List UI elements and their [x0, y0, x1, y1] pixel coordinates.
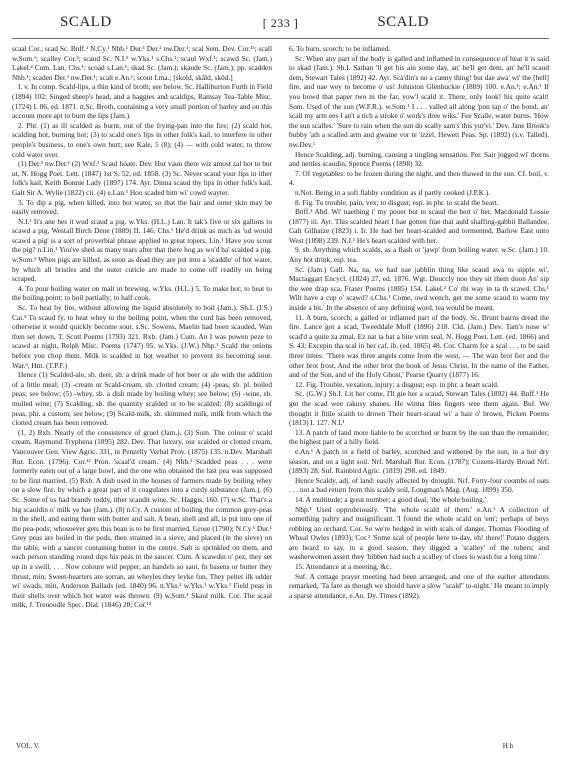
page-number: [ 233 ]	[262, 16, 299, 30]
right-column	[289, 44, 549, 744]
entry-paragraph: Suf. A cottage prayer meeting had been arranged, and one of the earlier attendants remarked, 'Ta fare as though we should have a slow "scald" to-night.' He meant to imply a sparse attendance, e.An. Dy. Times (1892).	[289, 571, 549, 600]
entry-paragraph: Sc. To heat by fire, without allowing the liquid absolutely to boil (Jam.). Sh.I. (J.S.) Cai.¹ To scaud fy, to heat whey to the boiling point, when the curd has been removed, otherwise it would quickly become sour. s.Sc. Sowens, Maelin had been scauded, Wan then set down, T. Scott Poems (1793) 321. Rxb. (Jam.) Cum. An I was powen peze to scawd at night, Relph Misc. Poems (1747) 95. w.Yks. (J.W.) Nhp.¹ Scald the onions before you chop them. Milk is scalded in hot weather to prevent its becoming sour. War.³, Hnt. (T.P.F.)	[12, 303, 272, 370]
headword-left: SCALD	[60, 14, 112, 30]
entry-paragraph: Sc. (Jam.) Gall. Na, na, we had nae jabblin thing like scaud awa to sipple wi', Mactaggart Encycl. (1824) 27, ed. 1876. Wgt. Douccly noo they sit them doon An' sip the wee drap sca, Fraser Poems (1885) 154. Lakel.² Co' thi way in ta th scawd. Chs.¹ Wilt have a cup o' scawd? s.Chs.¹ Come, owd wench, get me some scaud to warm my inside a bit.' In the absence of any defining word, tea would be meant.	[289, 264, 549, 313]
entry-paragraph: 7. Of vegetables: to be frozen during the night, and then thawed in the sun. Cf. boil, v. 4.	[289, 168, 549, 188]
entry-paragraph: (1, 2) Rxb. Nearly of the consistence of gruel (Jam.). (3) Som. The colour o' scald cream, Raymond Tryphena (1895) 282. Dev. That luxury, our scalded or clotted cream, Vancouver Gen. View Agric. 331, in Penzelly Verbal Prov. (1875) 135. n.Dev. Marshall Rur. Econ. (1796). Cor.¹² Pron. 'scaal'd cream.' (4) Nhb.¹ Scadded peas . . . were formerly eaten out of a large bowl, and the one who obtained the last pea was supposed to be first married. (5) Rxb. A dish used in the houses of farmers made by boiling whey on a slow fire, by which a great part of it coagulates into a curdy substance (Jam.). (6) Sc. Some of us had brandy toddy, ither scaudit wine, Sc. Haggis, 160. (7) w.Sc. That's a big scauldin o' milk ye hae (Jam.). (8) n.Cy. A custom of boiling the common grey-peas in the shell, and eating them with butter and salt. A bean, shell and all, is put into one of the pea-pods; whosoever gets this bean is to be first married, Grose (1790); N.Cy.¹ Dur.¹ Grey peas are boiled in the pods, then strained in a sieve, and placed (in the sieve) on the table, with a saucer containing butter in the centre. Salt is sprinkled on them, and each person standing round dips his peas in the saucer. Cum. A scawdin o' pez, they set up in a swill, . . . Now coloure wid pepper, an handels so saut, fn basens or butter they thrust, min; Sweet-hearters are sorran, an wheyles they leyke fun, They peltet ilk udder wi' swads, min, Anderson Ballads (ed. 1840) 96. n.Yks.² w.Yks.¹ w.Yks.¹ Field peas in their shells over which hot water was thrown. (9) w.Som.¹ Skaul milk. Cor. The scaal milk, J. Trenoodle Spec. Dial. (1846) 20; Cor.¹²	[12, 427, 272, 610]
entry-paragraph: 15. Attendance at a meeting, &c.	[295, 562, 392, 572]
entry-paragraph: 11. A burn, scorch; a galled or inflamed part of the body. Sc. Brunt bairns dread the fire. Lance got a scad, Tweeddale Moff (1896) 218. Cld. (Jam.) Dev. Tam's nose w' scad'd a quite za zmal, Ez nat ta bat a bite vrim seal, N. Hogg Poet. Lett. (ed. 1866) and S. 43; Excepin tha scal in her caf, ib. (ed. 1865) 48. Cor. Charm for a scal . . . to be said three times: 'There was three angels come from the west, — The wan brot fier and the other brot frost, And the other brot the book of Jesus Christ. In the name of the Father, and of the Son, and of the Holy Ghost,' Pearse Quarry (1877) 16.	[289, 312, 549, 380]
entry-paragraph: N.I.¹ It's ane hes it wud scaud a pig. w.Yks. (H.L.) Lan. It tak's five or six gallons to scawd a pig, Westall Birch Dene (1889) II. 146. Chs.¹ He'd drink as mich as 'ud would scawd a pig' is a sort of proverbial phrase applied to great topers. Lin.¹ Have you scout the pig? n.Lin.¹ You've shed as many tears after that there hog as wo'd ha' scalded a pig. w.Som.¹ When pigs are killed, as soon as dead they are put into a 'scaddle' of hot water, by which all bristles and the outer cuticle are made to come off readily on being scraped.	[12, 216, 272, 284]
volume-mark: VOL. V.	[16, 742, 40, 750]
entry-paragraph: 4. To pour boiling water on malt in brewing. w.Yks. (H.L.) 5. To make hot; to heat to the boiling point; to boil partially; to half cook.	[12, 283, 272, 303]
page-footer	[16, 742, 513, 754]
entry-paragraph: 3. To dip a pig, when killed, into hot water, so that the hair and outer skin may be easily removed.	[12, 197, 272, 217]
headword-right: SCALD	[377, 14, 429, 30]
text-columns	[12, 44, 549, 744]
entry-paragraph: Hence Scaldy, adj. of land: easily affected by drought. Nrf. Forty-four coombs of oats . . . not a bad return from this scaldy soil, Longman's Mag. (Aug. 1899) 350.	[289, 475, 549, 495]
entry-paragraph: Hence Scalding, adj. burning, causing a tingling sensation. Per. Sair jogged wi' thorns and nettles scaudin, Spence Poems (1898) 32.	[289, 149, 549, 169]
entry-paragraph: 12. Fig. Trouble, vexation, injury; a disgust; esp. in phr. a heart scald.	[295, 379, 499, 389]
entry-paragraph: 2. Phr. (1) as ill scalded as burnt, out of the frying-pan into the fire; (2) scald hot, scalding hot, burning hot; (3) to scald one's lips in other folk's kail, to interfere in other people's business, to one's own hurt; see Kale, 5 (8); (4) — with cold water, to throw cold water over.	[12, 120, 272, 159]
entry-paragraph: Sc. When any part of the body is galled and inflamed in consequence of heat it is said to skad (Jam.). Sh.I. Sathan 'll get his ain some day, an' he'll get dem, an' he'll scaud dem, Stewart Tales (1892) 42. Ayr. Sca'din's no a canny thing! but dae awa' wi' the [hell] fire, and nae wey to become o' us! Johnston Glenbuckie (1889) 100. e.An.¹; e.An.² If you bowd that paper two ni the far, yow'l scald it. There, only look! his quite scalt! Som. Used of the sun (W.F.R.). w.Som.¹ I . . . valled all along 'pon tap o' the bond, an' scall my arm ees I an't a tich a stroke o' work's dree wiks.' Fee Scalle, water burns. 'How the sun scalles.' 'Sure to rain when the sun do scally sam's this yur'vi.' Dev. Jane Brook's bubby 'ath a scalled arm and gwaine vor te 'izzel, Hewett Peas. Sp. (1892) (s.v. Talled). nw.Dev.¹	[289, 53, 549, 149]
entry-paragraph: I. v. In comp. Scald-lips, a thin kind of broth; see below. Sc. Halliburton Furth in Field (1894) 102; Singed sheep's head, and a haggies and scaldips, Ramsay Tea-Table Misc. (1724) I. 86, ed. 1871. n.Sc. Broth, containing a very small portion of barley and on this account more apt to burn the lips (Jam.).	[12, 82, 272, 121]
entry-paragraph: Nhp.¹ Used opprobriously. 'The whole scald of them.' e.An.¹ A collection of something paltry and insignificant. 'I found the whole scald on 'em'; perhaps of boys robbing an orchard. Cor. So we're hedged in with scals of danger, Thomas Flooding of Wheal Owles (1893); Cor.³ 'Some scal of people here to-day, eh! there!' Potato diggers are heard to say, in a good season, they digged a 'scalley' of the tubers; and washerwomen assert they 'hibben had such a scalley of cloes to wash fur a long time.'	[289, 504, 549, 562]
left-column	[12, 44, 272, 744]
entry-paragraph: 13. A patch of land more liable to be scorched or burnt by the sun than the remainder; the highest part of a hilly field.	[289, 427, 549, 447]
entry-paragraph: Sc. (G.W.) Sh.I. Lit her come, I'll gie her a scaud, Stewart Tales (1892) 44. Bnff.¹ He got the scad wee rakusy shanes. He winna files fingers wee them again. Buf. We thought it fitile scaith to drown Their heart-scaud wi' a hair o' brown, Picken Poems (1813) I. 127. N.I.¹	[289, 389, 549, 428]
entry-paragraph: Bnff.¹ Abd. Wi' naething i' my pooer but to scaud the hert o' her, Macdonald Lossie (1877) iii. Ayr. This scalded heart I hae gotten frae that auld shaffing-gabbit Ballandee, Galt Gilhaize (1823) i. Ir. He had her heart-scalded and tormented, Barlow East unto West (1898) 239. N.I.¹ He's heart scalded with her.	[289, 207, 549, 245]
running-header	[12, 8, 549, 39]
entry-paragraph: Hence (1) Scalded-ale, sb. deer, sb. a drink made of hot beer or ale with the addition of a little meal; (3) -cream or Scald-cream, sb. clotted cream; (4) -peas, sb. pl. boiled peas; see below; (5) -whey, sb. a dish made by boiling whey; see below; (6) -wine, sb. mulled wine; (7) Scalding, sb. the quantity scalded or to be scalded; (8) scaldings of peas, phr. a custom; see below; (9) Scald-milk, sb. skimmed milk, milk from which the clotted cream has been removed.	[12, 370, 272, 428]
entry-paragraph: e.An.¹ A patch in a field of barley, scorched and withered by the sun, in a hot dry season, and on a light soil. Nrf. Marshall Rur. Econ. (1787); Cozens-Hardy Broad Nrf. (1893) 28. Suf. Rainbird Agric. (1819) 298, ed. 1849.	[289, 446, 549, 476]
entry-paragraph: 6. To burn, scorch; to be inflamed.	[289, 44, 391, 53]
entry-paragraph: n.Not. Being in a soft flabby condition as if partly cooked (J.P.K.).	[295, 187, 491, 197]
entry-paragraph: scaal Cor.; scad Sc. Bnff.¹ N.Cy.¹ Nhb.¹ Dur.¹ Der.² nw.Der.¹; scal Sem. Dev. Cor.¹³; scall w.Som.¹; scalley Cor.³; scaud Sc. N.I.¹ w.Yks.¹ s.Chs.¹; scaul Wxf.¹; scawd Sc. (Jam.) Lakel.² Cum. Lan. Chs.¹; scoad s.Lan.¹; skad Sc. (Jam.); skaude Sc. (Jam.); pp. scadden Nhb.¹; scaden Der.² nw.Der.¹; scalt e.An.¹; scout I.ma.; [skold, skāld, skōd.]	[12, 44, 272, 82]
entry-paragraph: 8. Fig. To trouble, pain, vex; to disgust; esp. in phr. to scald the heart.	[295, 197, 499, 207]
entry-paragraph: 9. sb. Anything which scalds, as a flash or 'jawp' from boiling water. w.Sc. (Jam.) 10. Any hot drink, esp. tea.	[289, 245, 549, 265]
entry-paragraph: 14. A multitude; a great number; a good deal; 'the whole boiling.'	[295, 494, 486, 504]
entry-paragraph: (1) Der.² nw.Der.¹ (2) Wxf.¹ Scaul hoate. Dev. Hur vaun there wiz amost zal hot to bur ut, N. Hogg Poet. Lett. (1847) 1st S. 52, ed. 1858. (3) Sc. Never scaud your lips in ither folk's kail, Keith Bonnie Lady (1897) 174. Ayr. Dinna scaud thy lips in other folk's kail, Galt Sir A. Wylie (1822) cii. (4) e.Lan.¹ Hoo scaded him wi' cowd wayter.	[12, 159, 272, 197]
signature-mark: H h	[502, 742, 513, 750]
